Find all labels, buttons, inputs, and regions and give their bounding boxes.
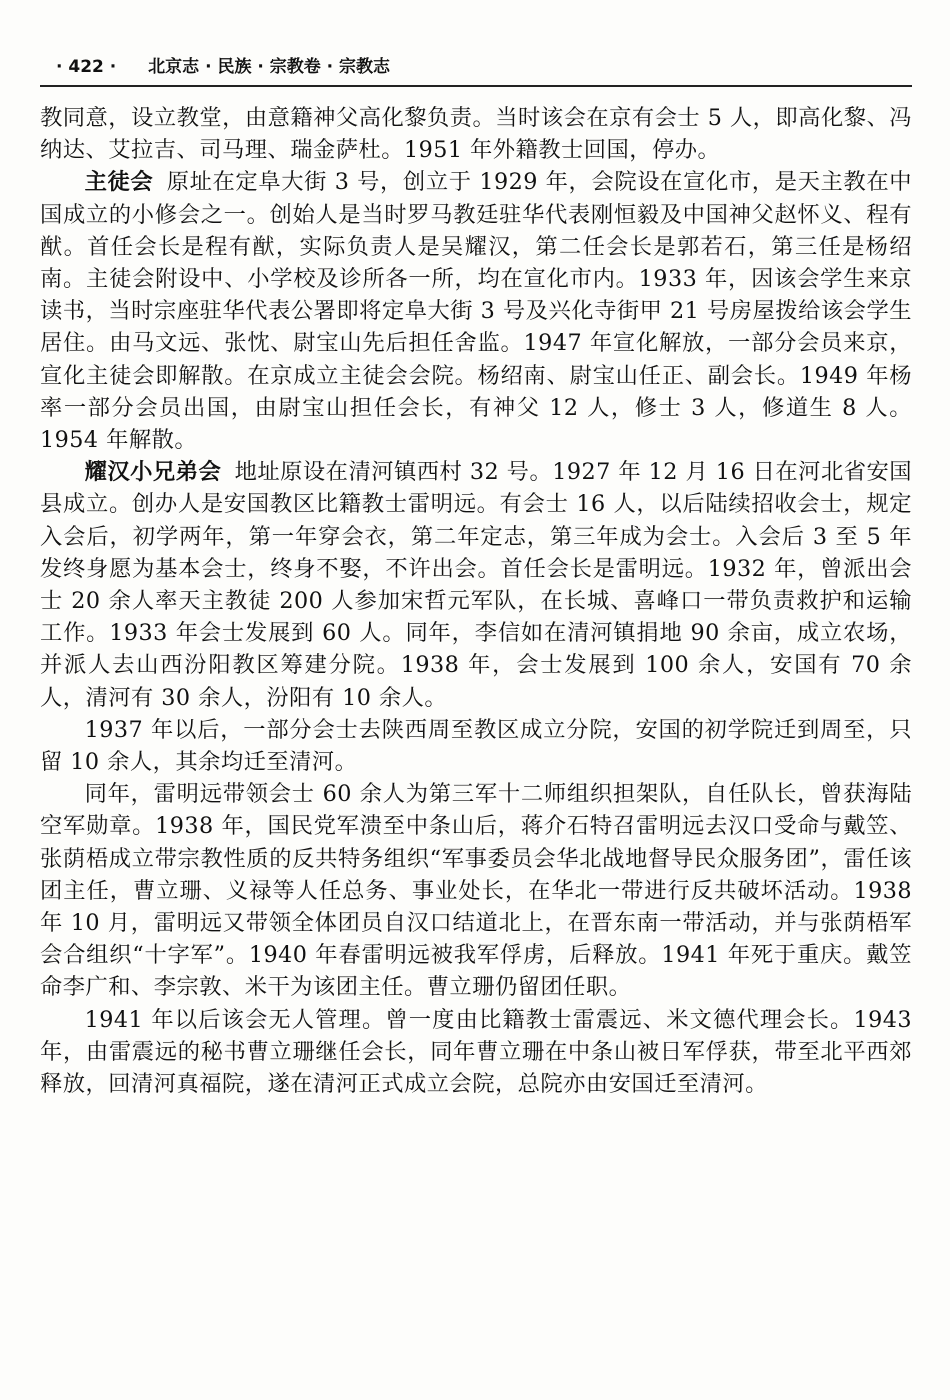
paragraph-4 xyxy=(40,714,912,778)
paragraph-1 xyxy=(40,102,912,166)
paragraph-3-text: 地址原设在清河镇西村 32 号。1927 年 12 月 16 日在河北省安国县成立。创办人是安国教区比籍教士雷明远。有会士 16 人，以后陆续招收会士，规定入会后，初学两年，第一年穿会衣，第二年定志，第三年成为会士。入会后 3 至 5 年发终身愿为基本会士，终身不娶，不许出会。首任会长是雷明远。1932 年，曾派出会士 20 余人率天主教徒 200 人参加宋哲元军队，在长城、喜峰口一带负责救护和运输工作。1933 年会士发展到 60 人。同年，李信如在清河镇捐地 90 余亩，成立农场，并派人去山西汾阳教区筹建分院。1938 年，会士发展到 100 余人，安国有 70 余人，清河有 30 余人，汾阳有 10 余人。 xyxy=(40,459,913,711)
paragraph-2 xyxy=(40,166,912,456)
entry-term-yaohan: 耀汉小兄弟会 xyxy=(84,459,222,486)
paragraph-5 xyxy=(40,778,912,1003)
paragraph-3 xyxy=(40,456,912,714)
paragraph-5-text: 同年，雷明远带领会士 60 余人为第三军十二师组织担架队，自任队长，曾获海陆空军勋章。1938 年，国民党军溃至中条山后，蒋介石特召雷明远去汉口受命与戴笠、张荫梧成立带宗教性质的反共特务组织“军事委员会华北战地督导民众服务团”，雷任该团主任，曹立珊、义禄等人任总务、事业处长，在华北一带进行反共破坏活动。1938 年 10 月，雷明远又带领全体团员自汉口结道北上，在晋东南一带活动，并与张荫梧军会合组织“十字军”。1940 年春雷明远被我军俘虏，后释放。1941 年死于重庆。戴笠命李广和、李宗敦、米干为该团主任。曹立珊仍留团任职。 xyxy=(40,781,912,1001)
running-head xyxy=(40,52,910,82)
paragraph-6 xyxy=(40,1004,912,1101)
book-title: 北京志 · 民族 · 宗教卷 · 宗教志 xyxy=(148,57,391,77)
paragraph-6-text: 1941 年以后该会无人管理。曾一度由比籍教士雷震远、米文德代理会长。1943 年，由雷震远的秘书曹立珊继任会长，同年曹立珊在中条山被日军俘获，带至北平西郊释放，回清河真福院，遂在清河正式成立会院，总院亦由安国迁至清河。 xyxy=(40,1006,912,1098)
page-number: · 422 · xyxy=(56,57,117,77)
paragraph-4-text: 1937 年以后，一部分会士去陕西周至教区成立分院，安国的初学院迁到周至，只留 10 余人，其余均迁至清河。 xyxy=(40,716,912,776)
paragraph-2-text: 原址在定阜大街 3 号，创立于 1929 年，会院设在宣化市，是天主教在中国成立的小修会之一。创始人是当时罗马教廷驻华代表刚恒毅及中国神父赵怀义、程有猷。首任会长是程有猷，实际负责人是吴耀汉，第二任会长是郭若石，第三任是杨绍南。主徒会附设中、小学校及诊所各一所，均在宣化市内。1933 年，因该会学生来京读书，当时宗座驻华代表公署即将定阜大街 3 号及兴化寺街甲 21 号房屋拨给该会学生居住。由马文远、张忱、尉宝山先后担任舍监。1947 年宣化解放，一部分会员来京，宣化主徒会即解散。在京成立主徒会会院。杨绍南、尉宝山任正、副会长。1949 年杨率一部分会员出国，由尉宝山担任会长，有神父 12 人，修士 3 人，修道生 8 人。1954 年解散。 xyxy=(40,169,912,454)
entry-term-zhutuhui: 主徒会 xyxy=(84,169,154,196)
header-rule xyxy=(40,85,912,87)
body-text xyxy=(40,102,912,1100)
paragraph-1-text: 教同意，设立教堂，由意籍神父高化黎负责。当时该会在京有会士 5 人，即高化黎、冯纳达、艾拉吉、司马理、瑞金萨杜。1951 年外籍教士回国，停办。 xyxy=(40,105,912,164)
